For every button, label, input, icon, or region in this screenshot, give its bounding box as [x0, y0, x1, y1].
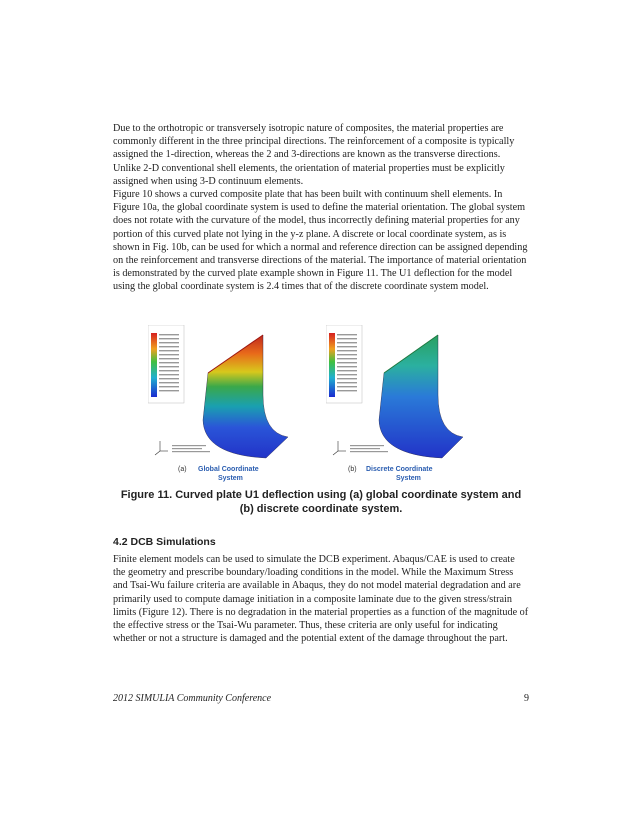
footer-conference: 2012 SIMULIA Community Conference [113, 693, 272, 704]
page-footer [113, 693, 529, 704]
caption-line-1: Figure 11. Curved plate U1 deflection using (a) global coordinate system and [120, 489, 522, 501]
panel-b-label-line2: System [396, 475, 421, 482]
page-number: 9 [524, 693, 529, 704]
curved-plate-global [203, 335, 288, 458]
dcb-paragraph: Finite element models can be used to simulate the DCB experiment. Abaqus/CAE is used to create the geometry and prescribe boundary/loading conditions in the model. While the Maximum Stress and Tsai-Wu failure criteria are available in Abaqus, they do not model material degradation and are primarily used to compute damage initiation in a composite laminate due to the given stress/strain limits (Figure 12). There is no degradation in the material properties as a function of the magnitude of the effective stress or the Tsai-Wu parameter. Thus, these criteria are only useful for indicating whether or not a structure is damaged and the potential extent of the damage throughout the part. [113, 554, 529, 645]
caption-line-2: (b) discrete coordinate system. [239, 503, 403, 515]
axis-triad [333, 441, 346, 455]
intro-paragraph: Due to the orthotropic or transversely isotropic nature of composites, the material properties are commonly different in the three principal directions. The reinforcement of a composite is typically assigned the 1-direction, whereas the 2 and 3-directions are known as the transverse directions. Unlike 2-D conventional shell elements, the orientation of material properties must be explicitly assigned when using 3-D continuum elements. [113, 123, 515, 187]
panel-b-label-line1: Discrete Coordinate [366, 466, 433, 473]
panel-a-label-line1: Global Coordinate [198, 466, 259, 473]
figure-10-paragraph: Figure 10 shows a curved composite plate that has been built with continuum shell elements. In Figure 10a, the global coordinate system is used to define the material orientation. The global system does not rotate with the curvature of the model, thus incorrectly defining material properties for any portion of this curved plate not lying in the y-z plane. A discrete or local coordinate system, as is shown in Fig. 10b, can be used for which a normal and reference direction can be assigned depending on the reinforcement and transverse directions of the material. The importance of material orientation is demonstrated by the curved plate example shown in Figure 11. The U1 deflection for the model using the global coordinate system is 2.4 times that of the discrete coordinate system model. [113, 189, 528, 293]
panel-b-letter: (b) [348, 466, 357, 473]
panel-a-label-line2: System [218, 475, 243, 482]
axis-triad [155, 441, 168, 455]
section-heading: 4.2 DCB Simulations [113, 536, 216, 548]
legend-color-bar [329, 333, 335, 397]
panel-a-letter: (a) [178, 466, 187, 473]
figure-panel-discrete [326, 325, 488, 483]
figure-panel-global [148, 325, 310, 483]
legend-color-bar [151, 333, 157, 397]
figure-11 [148, 325, 488, 483]
figure-caption [106, 488, 536, 516]
curved-plate-discrete [379, 335, 463, 458]
